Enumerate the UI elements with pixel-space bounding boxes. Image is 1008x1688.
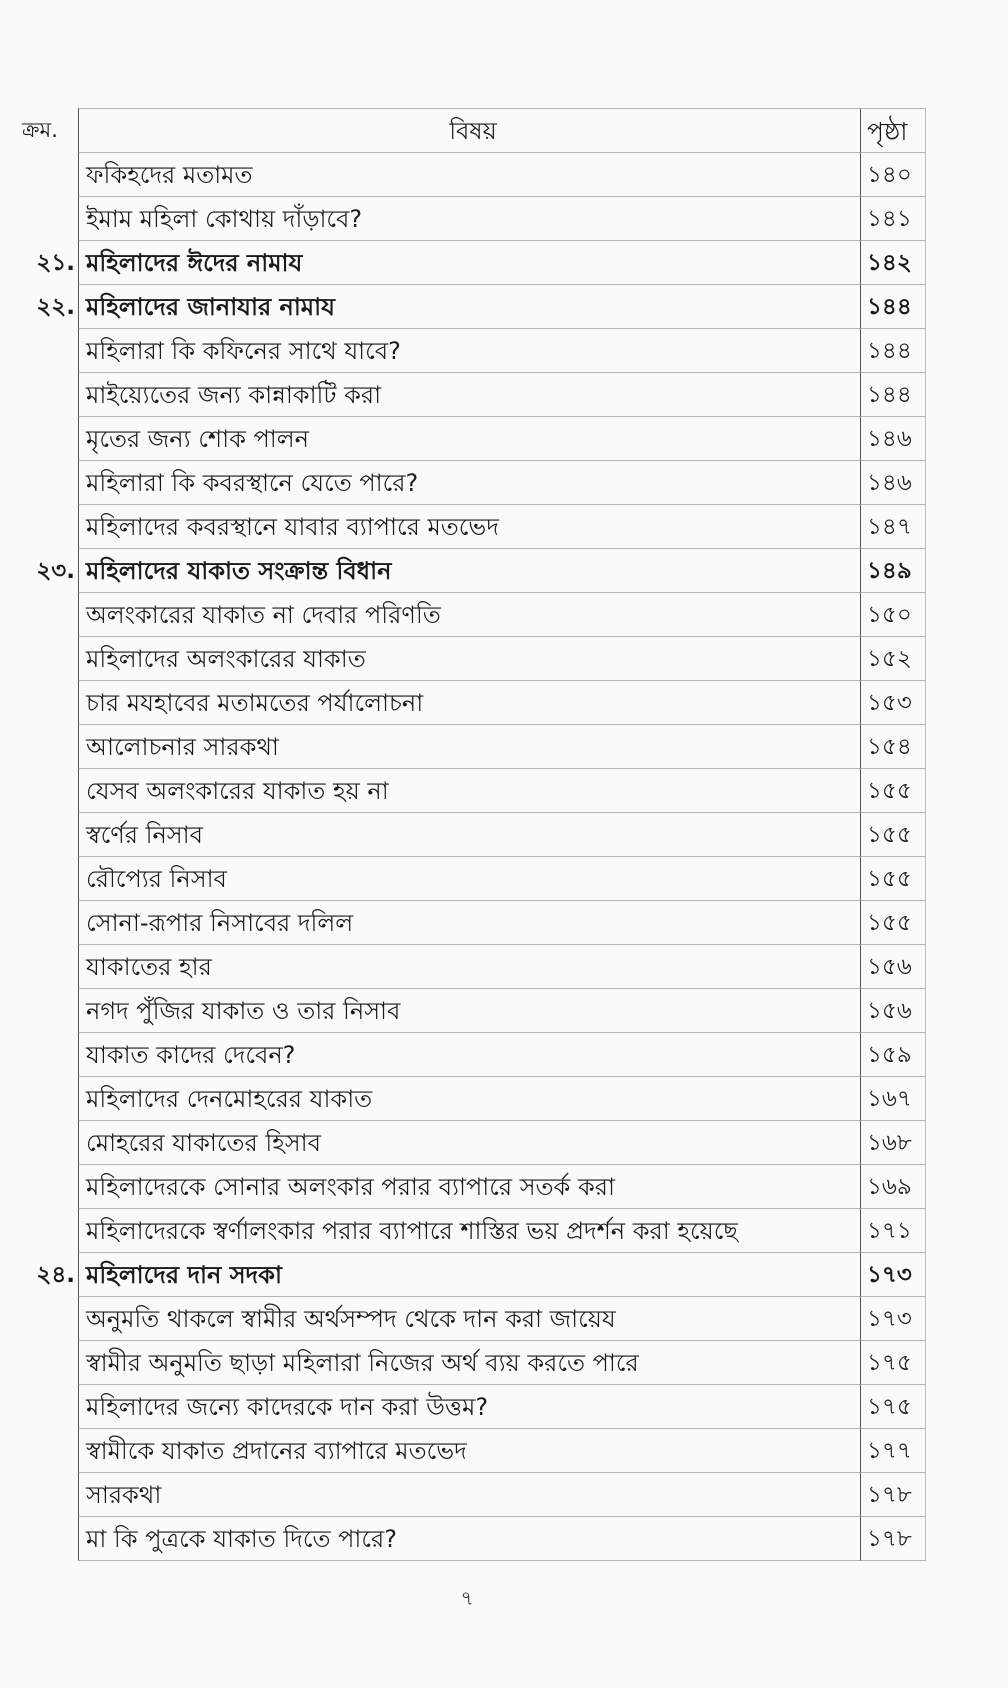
toc-page-number: ১৪৬ <box>860 417 926 461</box>
toc-serial <box>20 197 78 241</box>
toc-header-page: পৃষ্ঠা <box>860 108 926 153</box>
toc-serial <box>20 153 78 197</box>
toc-page-number: ১৭১ <box>860 1209 926 1253</box>
toc-page-number: ১৪৬ <box>860 461 926 505</box>
toc-page-number: ১৫৫ <box>860 901 926 945</box>
toc-page-number: ১৪৪ <box>860 373 926 417</box>
toc-subject: সারকথা <box>78 1473 860 1517</box>
toc-row <box>20 769 926 813</box>
toc-serial <box>20 505 78 549</box>
toc-row <box>20 637 926 681</box>
toc-serial <box>20 769 78 813</box>
toc-serial <box>20 1429 78 1473</box>
toc-subject: যেসব অলংকারের যাকাত হয় না <box>78 769 860 813</box>
toc-row <box>20 549 926 593</box>
toc-serial <box>20 373 78 417</box>
toc-serial <box>20 1517 78 1561</box>
toc-row <box>20 1165 926 1209</box>
toc-serial <box>20 1341 78 1385</box>
toc-row <box>20 373 926 417</box>
toc-page-number: ১৫৬ <box>860 989 926 1033</box>
toc-row <box>20 153 926 197</box>
toc-body <box>20 153 926 1561</box>
toc-subject: স্বামীর অনুমতি ছাড়া মহিলারা নিজের অর্থ ব্যয় করতে পারে <box>78 1341 860 1385</box>
toc-row <box>20 197 926 241</box>
toc-page-number: ১৭৮ <box>860 1473 926 1517</box>
toc-page-number: ১৫৬ <box>860 945 926 989</box>
toc-row <box>20 285 926 329</box>
toc-subject: অলংকারের যাকাত না দেবার পরিণতি <box>78 593 860 637</box>
toc-subject: অনুমতি থাকলে স্বামীর অর্থসম্পদ থেকে দান করা জায়েয <box>78 1297 860 1341</box>
toc-row <box>20 1517 926 1561</box>
toc-header-row <box>20 108 926 153</box>
toc-subject: রৌপ্যের নিসাব <box>78 857 860 901</box>
toc-subject: নগদ পুঁজির যাকাত ও তার নিসাব <box>78 989 860 1033</box>
toc-row <box>20 1077 926 1121</box>
toc-subject: মহিলাদের ঈদের নামায <box>78 241 860 285</box>
toc-page-number: ১৫৫ <box>860 813 926 857</box>
toc-subject: মহিলাদেরকে সোনার অলংকার পরার ব্যাপারে সতর্ক করা <box>78 1165 860 1209</box>
toc-page-number: ১৪০ <box>860 153 926 197</box>
toc-row <box>20 1385 926 1429</box>
toc-row <box>20 813 926 857</box>
toc-serial <box>20 593 78 637</box>
table-of-contents <box>20 108 926 1561</box>
toc-row <box>20 1473 926 1517</box>
toc-row <box>20 505 926 549</box>
toc-row <box>20 1033 926 1077</box>
toc-serial <box>20 725 78 769</box>
toc-subject: স্বামীকে যাকাত প্রদানের ব্যাপারে মতভেদ <box>78 1429 860 1473</box>
toc-row <box>20 1209 926 1253</box>
toc-subject: মহিলাদেরকে স্বর্ণালংকার পরার ব্যাপারে শাস্তির ভয় প্রদর্শন করা হয়েছে <box>78 1209 860 1253</box>
toc-page-number: ১৫৩ <box>860 681 926 725</box>
toc-serial <box>20 857 78 901</box>
toc-row <box>20 725 926 769</box>
toc-row <box>20 1341 926 1385</box>
toc-row <box>20 593 926 637</box>
toc-serial <box>20 901 78 945</box>
toc-page-number: ১৫০ <box>860 593 926 637</box>
toc-subject: মহিলারা কি কফিনের সাথে যাবে? <box>78 329 860 373</box>
toc-page-number: ১৪৪ <box>860 329 926 373</box>
toc-subject: মহিলাদের জানাযার নামায <box>78 285 860 329</box>
toc-subject: স্বর্ণের নিসাব <box>78 813 860 857</box>
toc-row <box>20 1429 926 1473</box>
toc-header-serial: ক্রম. <box>22 118 58 142</box>
toc-row <box>20 241 926 285</box>
toc-page-number: ১৭৫ <box>860 1385 926 1429</box>
toc-serial <box>20 1297 78 1341</box>
toc-serial: ২১. <box>36 250 75 276</box>
toc-page-number: ১৭৫ <box>860 1341 926 1385</box>
toc-subject: মা কি পুত্রকে যাকাত দিতে পারে? <box>78 1517 860 1561</box>
toc-serial: ২৪. <box>36 1262 75 1288</box>
toc-page-number: ১৪৭ <box>860 505 926 549</box>
toc-serial <box>20 1165 78 1209</box>
toc-subject: মহিলাদের অলংকারের যাকাত <box>78 637 860 681</box>
toc-page-number: ১৫৯ <box>860 1033 926 1077</box>
toc-subject: মৃতের জন্য শোক পালন <box>78 417 860 461</box>
toc-subject: চার মযহাবের মতামতের পর্যালোচনা <box>78 681 860 725</box>
toc-subject: ফকিহদের মতামত <box>78 153 860 197</box>
toc-subject: সোনা-রূপার নিসাবের দলিল <box>78 901 860 945</box>
toc-subject: যাকাত কাদের দেবেন? <box>78 1033 860 1077</box>
toc-serial <box>20 681 78 725</box>
toc-row <box>20 329 926 373</box>
toc-subject: মহিলারা কি কবরস্থানে যেতে পারে? <box>78 461 860 505</box>
toc-serial <box>20 813 78 857</box>
toc-page-number: ১৭৮ <box>860 1517 926 1561</box>
toc-page-number: ১৫৫ <box>860 857 926 901</box>
toc-page-number: ১৪৪ <box>860 285 926 329</box>
toc-page-number: ১৫৪ <box>860 725 926 769</box>
toc-header-subject: বিষয় <box>78 108 860 153</box>
toc-serial <box>20 417 78 461</box>
toc-row <box>20 681 926 725</box>
toc-serial <box>20 1077 78 1121</box>
toc-serial <box>20 1033 78 1077</box>
toc-subject: আলোচনার সারকথা <box>78 725 860 769</box>
toc-page-number: ১৪১ <box>860 197 926 241</box>
toc-serial <box>20 329 78 373</box>
toc-page-number: ১৫২ <box>860 637 926 681</box>
toc-page-number: ১৬৮ <box>860 1121 926 1165</box>
toc-row <box>20 1253 926 1297</box>
toc-serial <box>20 1473 78 1517</box>
toc-row <box>20 417 926 461</box>
toc-subject: ইমাম মহিলা কোথায় দাঁড়াবে? <box>78 197 860 241</box>
toc-row <box>20 857 926 901</box>
toc-row <box>20 461 926 505</box>
toc-serial <box>20 945 78 989</box>
toc-row <box>20 945 926 989</box>
toc-serial <box>20 637 78 681</box>
toc-subject: মাইয়্যেতের জন্য কান্নাকাটি করা <box>78 373 860 417</box>
toc-serial <box>20 1121 78 1165</box>
toc-serial <box>20 1385 78 1429</box>
toc-subject: মহিলাদের জন্যে কাদেরকে দান করা উত্তম? <box>78 1385 860 1429</box>
toc-row <box>20 901 926 945</box>
toc-serial: ২২. <box>36 294 75 320</box>
toc-page-number: ১৭৩ <box>860 1253 926 1297</box>
toc-subject: মহিলাদের দেনমোহরের যাকাত <box>78 1077 860 1121</box>
toc-page-number: ১৪৯ <box>860 549 926 593</box>
toc-row <box>20 989 926 1033</box>
toc-serial: ২৩. <box>36 558 75 584</box>
toc-row <box>20 1121 926 1165</box>
toc-page-number: ১৭৩ <box>860 1297 926 1341</box>
toc-subject: মহিলাদের কবরস্থানে যাবার ব্যাপারে মতভেদ <box>78 505 860 549</box>
toc-serial <box>20 461 78 505</box>
toc-serial <box>20 989 78 1033</box>
toc-row <box>20 1297 926 1341</box>
toc-page-number: ১৬৯ <box>860 1165 926 1209</box>
toc-subject: মোহরের যাকাতের হিসাব <box>78 1121 860 1165</box>
page-number: ৭ <box>460 1586 474 1610</box>
toc-page-number: ১৪২ <box>860 241 926 285</box>
toc-serial <box>20 1209 78 1253</box>
toc-subject: মহিলাদের যাকাত সংক্রান্ত বিধান <box>78 549 860 593</box>
toc-subject: যাকাতের হার <box>78 945 860 989</box>
toc-page-number: ১৫৫ <box>860 769 926 813</box>
toc-page-number: ১৭৭ <box>860 1429 926 1473</box>
toc-subject: মহিলাদের দান সদকা <box>78 1253 860 1297</box>
toc-page-number: ১৬৭ <box>860 1077 926 1121</box>
